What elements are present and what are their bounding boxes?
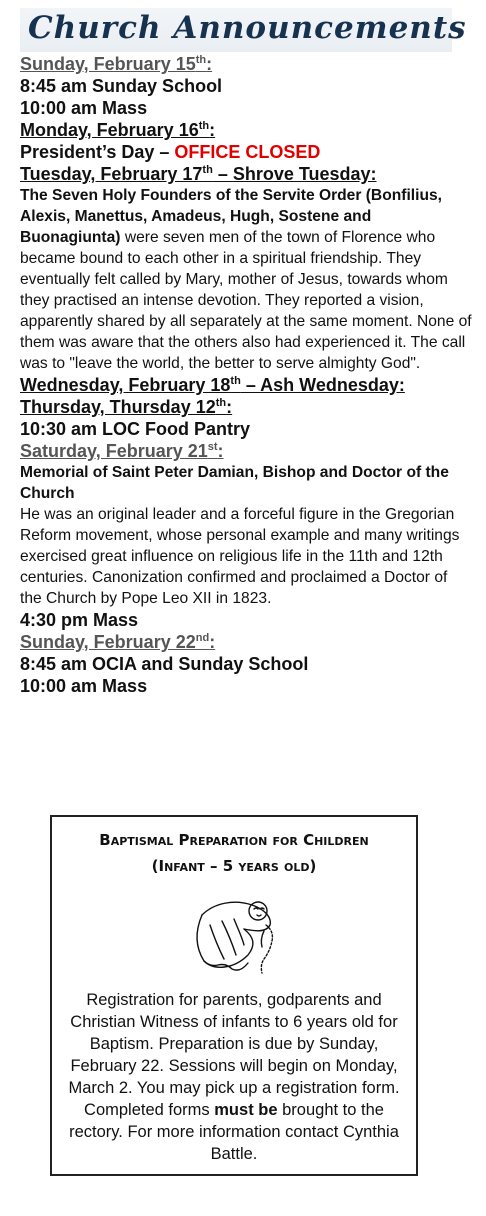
heading-saturday-21: Saturday, February 21st: xyxy=(20,441,224,461)
heading-wednesday-18: Wednesday, February 18th – Ash Wednesday: xyxy=(20,375,405,395)
infant-illustration xyxy=(174,885,294,977)
schedule-line: 8:45 am Sunday School xyxy=(20,76,223,96)
memorial-title: Memorial of Saint Peter Damian, Bishop and Doctor of the Church xyxy=(20,464,449,502)
baptism-notice-title: Baptismal Preparation for Children (Infant – 5 years old) xyxy=(99,831,369,875)
schedule-line: 8:45 am OCIA and Sunday School xyxy=(20,654,309,674)
office-closed-notice: OFFICE CLOSED xyxy=(174,142,321,162)
heading-monday-16: Monday, February 16th: xyxy=(20,120,216,140)
baptism-notice-body: Registration for parents, godparents and Christian Witness of infants to 6 years old for Baptism. Preparation is due by Sunday, February 22. Sessions will begin on Monday, March 2. You may pick up a registration form. Completed forms must be brought to the rectory. For more information contact Cynthia Battle. xyxy=(68,991,400,1163)
announcements xyxy=(20,53,472,697)
page-title: Church Announcements xyxy=(28,10,467,46)
title-banner xyxy=(20,8,467,52)
peter-damian-paragraph: He was an original leader and a forceful figure in the Gregorian Reform movement, whose personal example and many writings exercised great influence on religious life in the 11th and 12th centuries. Canonization confirmed and proclaimed a Doctor of the Church by Pope Leo XII in 1823. xyxy=(20,506,460,607)
servite-paragraph: The Seven Holy Founders of the Servite Order (Bonfilius, Alexis, Manettus, Amadeus, Hugh, Sostene and Buonagiunta) were seven men of the town of Florence who became bound to each other in a spiritual friendship. They eventually felt called by Mary, mother of Jesus, towards whom they practised an intense devotion. They reported a vision, apparently shared by all separately at the same moment. None of them was aware that the others also had experienced it. The call was to "leave the world, the better to serve almighty God". xyxy=(20,187,472,372)
schedule-line: President’s Day – OFFICE CLOSED xyxy=(20,142,321,162)
schedule-line: 4:30 pm Mass xyxy=(20,610,139,630)
schedule-line: 10:00 am Mass xyxy=(20,98,148,118)
heading-sunday-15: Sunday, February 15th: xyxy=(20,54,213,74)
heading-sunday-22: Sunday, February 22nd: xyxy=(20,632,216,652)
schedule-line: 10:00 am Mass xyxy=(20,676,148,696)
heading-thursday: Thursday, Thursday 12th: xyxy=(20,397,233,417)
schedule-line: 10:30 am LOC Food Pantry xyxy=(20,419,251,439)
heading-tuesday-17: Tuesday, February 17th – Shrove Tuesday: xyxy=(20,164,377,184)
baptism-notice-box xyxy=(50,815,418,1176)
